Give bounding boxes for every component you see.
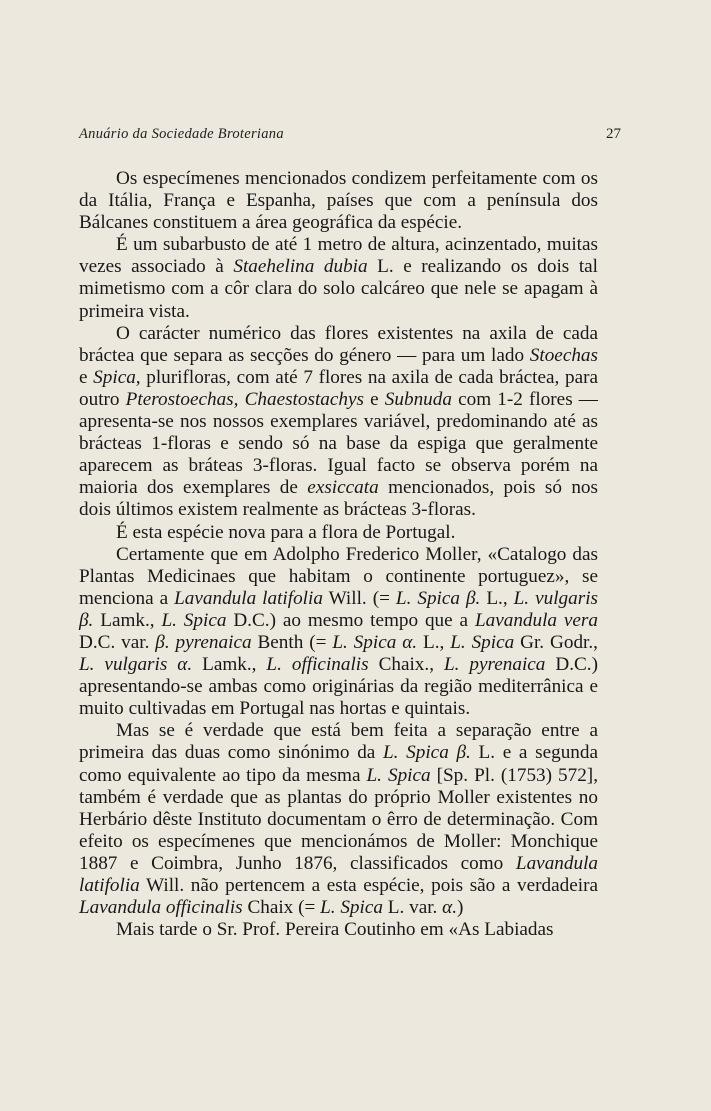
text-run: Chaix.,: [368, 654, 444, 676]
italic-run: Spica,: [93, 366, 141, 388]
text-run: L. var.: [382, 897, 443, 919]
italic-run: Stoechas: [529, 344, 598, 366]
text-run: Gr. Godr.,: [514, 631, 598, 653]
text-run: plurifloras, com até 7 flores na axila de cada bráctea, para outro: [79, 366, 598, 410]
text-run: Certamente que em Adolpho Frederico Moller, «Catalogo das Plantas Medicinaes que habitam o continente portuguez», se menciona a: [79, 543, 598, 609]
italic-run: Staehelina dubia: [233, 256, 368, 278]
text-run: [Sp. Pl. (1753) 572], também é verdade que as plantas do próprio Moller existentes no Herbário dêste Instituto documentam o êrro de determinação. Com efeito os especímenes que mencionámos de Moller: Monchique 1887 e Coimbra, Junho 1876, classificados como: [79, 764, 598, 874]
text-run: Mas se é verdade que está bem feita a separação entre a primeira das duas como sinónimo da: [79, 720, 598, 764]
italic-run: L. Spica: [161, 609, 227, 631]
italic-run: L. pyrenaica: [443, 654, 546, 676]
text-run: Lamk.,: [192, 654, 267, 676]
paragraph: [79, 234, 598, 322]
text-run: D.C.) apresentando-se ambas como originárias da região mediterrânica e muito cultivadas em Portugal nas hortas e quintais.: [79, 654, 598, 720]
text-run: e: [79, 366, 94, 388]
body-text: [79, 168, 598, 941]
italic-run: Pterostoechas, Chaestostachys: [125, 388, 364, 410]
page-number: 27: [606, 126, 621, 142]
text-run: e: [363, 388, 385, 410]
italic-run: L. vulgaris β.: [79, 587, 598, 631]
text-run: Mais tarde o Sr. Prof. Pereira Coutinho em «As Labiadas: [116, 919, 554, 941]
italic-run: L. Spica: [366, 764, 431, 786]
text-run: L.,: [417, 631, 451, 653]
text-run: mencionados, pois só nos dois últimos existem realmente as brácteas 3-floras.: [79, 477, 598, 521]
text-run: L. e a segunda como equivalente ao tipo da mesma: [79, 742, 598, 786]
italic-run: L. Spica β.: [395, 587, 481, 609]
paragraph: [79, 919, 598, 941]
italic-run: β. pyrenaica: [155, 631, 252, 653]
text-run: Will. (=: [322, 587, 396, 609]
text-run: ): [457, 897, 464, 919]
italic-run: exsiccata: [307, 477, 379, 499]
italic-run: Subnuda: [384, 388, 452, 410]
text-run: Benth (=: [251, 631, 333, 653]
text-run: É um subarbusto de até 1 metro de altura, acinzentado, muitas vezes associado à: [79, 234, 598, 278]
text-run: com 1-2 flores — apresenta-se nos nossos exemplares variável, predominando até as brácteas 1-floras e sendo só na base da espiga que geralmente aparecem as bráteas 3-floras. Igual facto se observa porém na maioria dos exemplares de: [79, 388, 598, 499]
text-run: Os especímenes mencionados condizem perfeitamente com os da Itália, França e Espanha, países que com a península dos Bálcanes constituem a área geográfica da espécie.: [79, 168, 598, 234]
running-title: Anuário da Sociedade Broteriana: [79, 126, 284, 142]
italic-run: α.: [442, 897, 458, 919]
paragraph: [79, 522, 598, 544]
paragraph: [79, 323, 598, 522]
text-run: D.C. var.: [79, 631, 156, 653]
italic-run: L. Spica: [320, 897, 383, 919]
italic-run: L. Spica: [450, 631, 515, 653]
text-run: Chaix (=: [242, 897, 321, 919]
text-run: É esta espécie nova para a flora de Portugal.: [116, 521, 456, 543]
italic-run: Lavandula latifolia: [174, 587, 323, 609]
italic-run: L. officinalis: [266, 654, 369, 676]
italic-run: L. vulgaris α.: [79, 654, 193, 676]
italic-run: Lavandula vera: [474, 609, 598, 631]
paragraph: [79, 544, 598, 721]
italic-run: Lavandula officinalis: [79, 897, 243, 919]
italic-run: L. Spica β.: [383, 742, 471, 764]
paragraph: [79, 720, 598, 919]
text-run: Lamk.,: [93, 609, 162, 631]
paragraph: [79, 168, 598, 234]
text-run: L. e realizando os dois tal mimetismo com a côr clara do solo calcáreo que nele se apagam à primeira vista.: [79, 256, 598, 322]
text-run: Will. não pertencem a esta espécie, pois são a verdadeira: [139, 875, 598, 896]
italic-run: L. Spica α.: [332, 631, 418, 653]
text-run: O carácter numérico das flores existentes na axila de cada bráctea que separa as secções do género — para um lado: [79, 322, 598, 366]
text-run: L.,: [480, 587, 514, 609]
text-run: D.C.) ao mesmo tempo que a: [226, 609, 475, 631]
italic-run: Lavandula latifolia: [79, 852, 598, 896]
